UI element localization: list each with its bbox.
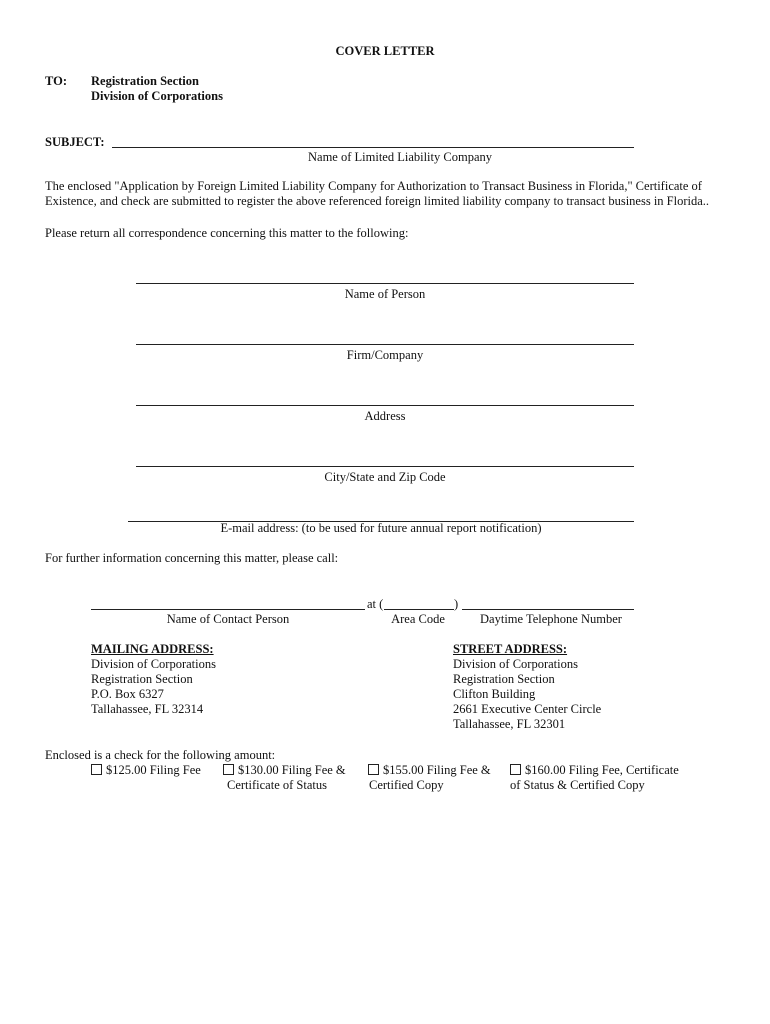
area-code-caption: Area Code: [391, 612, 445, 626]
phone-caption: Daytime Telephone Number: [480, 612, 622, 626]
fee-option-160-line2: of Status & Certified Copy: [510, 778, 645, 792]
checkbox-icon[interactable]: [368, 764, 379, 775]
area-code-line[interactable]: [384, 609, 454, 610]
fee-option-125[interactable]: [91, 763, 201, 778]
phone-line[interactable]: [462, 609, 634, 610]
city-state-zip-caption: City/State and Zip Code: [324, 470, 446, 484]
street-address-line: 2661 Executive Center Circle: [453, 702, 602, 716]
fee-option-label: $125.00 Filing Fee: [106, 763, 201, 777]
contact-at-label: at (: [367, 597, 384, 611]
subject-caption: Name of Limited Liability Company: [308, 150, 492, 164]
street-address-line: Tallahassee, FL 32301: [453, 717, 566, 731]
mailing-address-line: Division of Corporations: [91, 657, 216, 671]
address-line[interactable]: [136, 405, 634, 406]
subject-input-line[interactable]: [112, 147, 634, 148]
fee-option-155-line2: Certified Copy: [369, 778, 444, 792]
city-state-zip-line[interactable]: [136, 466, 634, 467]
area-code-paren-close: ): [454, 597, 459, 611]
mailing-address-heading: MAILING ADDRESS:: [91, 642, 214, 656]
to-line-2: Division of Corporations: [91, 89, 223, 103]
checkbox-icon[interactable]: [510, 764, 521, 775]
further-info-text: For further information concerning this matter, please call:: [45, 551, 339, 565]
street-address-line: Registration Section: [453, 672, 555, 686]
fee-option-130[interactable]: [223, 763, 346, 778]
email-caption: E-mail address: (to be used for future annual report notification): [220, 521, 542, 535]
street-address-line: Division of Corporations: [453, 657, 578, 671]
contact-name-line[interactable]: [91, 609, 365, 610]
fee-option-label: $160.00 Filing Fee, Certificate: [525, 763, 679, 777]
name-of-person-line[interactable]: [136, 283, 634, 284]
fee-option-155[interactable]: [368, 763, 491, 778]
to-line-1: Registration Section: [91, 74, 199, 88]
checkbox-icon[interactable]: [91, 764, 102, 775]
firm-company-line[interactable]: [136, 344, 634, 345]
return-instructions: Please return all correspondence concerning this matter to the following:: [45, 226, 409, 240]
street-address-heading: STREET ADDRESS:: [453, 642, 568, 656]
mailing-address-line: Registration Section: [91, 672, 193, 686]
fee-option-160[interactable]: [510, 763, 679, 778]
mailing-address-line: P.O. Box 6327: [91, 687, 164, 701]
page-title: COVER LETTER: [335, 44, 435, 58]
fee-option-130-line2: Certificate of Status: [227, 778, 327, 792]
fee-option-label: $130.00 Filing Fee &: [238, 763, 346, 777]
name-of-person-caption: Name of Person: [344, 287, 426, 301]
address-caption: Address: [364, 409, 406, 423]
fee-option-label: $155.00 Filing Fee &: [383, 763, 491, 777]
mailing-address-line: Tallahassee, FL 32314: [91, 702, 204, 716]
subject-label: SUBJECT:: [45, 135, 105, 149]
street-address-line: Clifton Building: [453, 687, 536, 701]
firm-company-caption: Firm/Company: [346, 348, 424, 362]
to-label: TO:: [45, 74, 67, 88]
contact-name-caption: Name of Contact Person: [166, 612, 290, 626]
check-amount-text: Enclosed is a check for the following amount:: [45, 748, 276, 762]
checkbox-icon[interactable]: [223, 764, 234, 775]
intro-paragraph: The enclosed "Application by Foreign Limited Liability Company for Authorization to Transact Business in Florida," Certificate of Existence, and check are submitted to register the above referenced foreign limited liability company to transact business in Florida..: [45, 179, 710, 208]
